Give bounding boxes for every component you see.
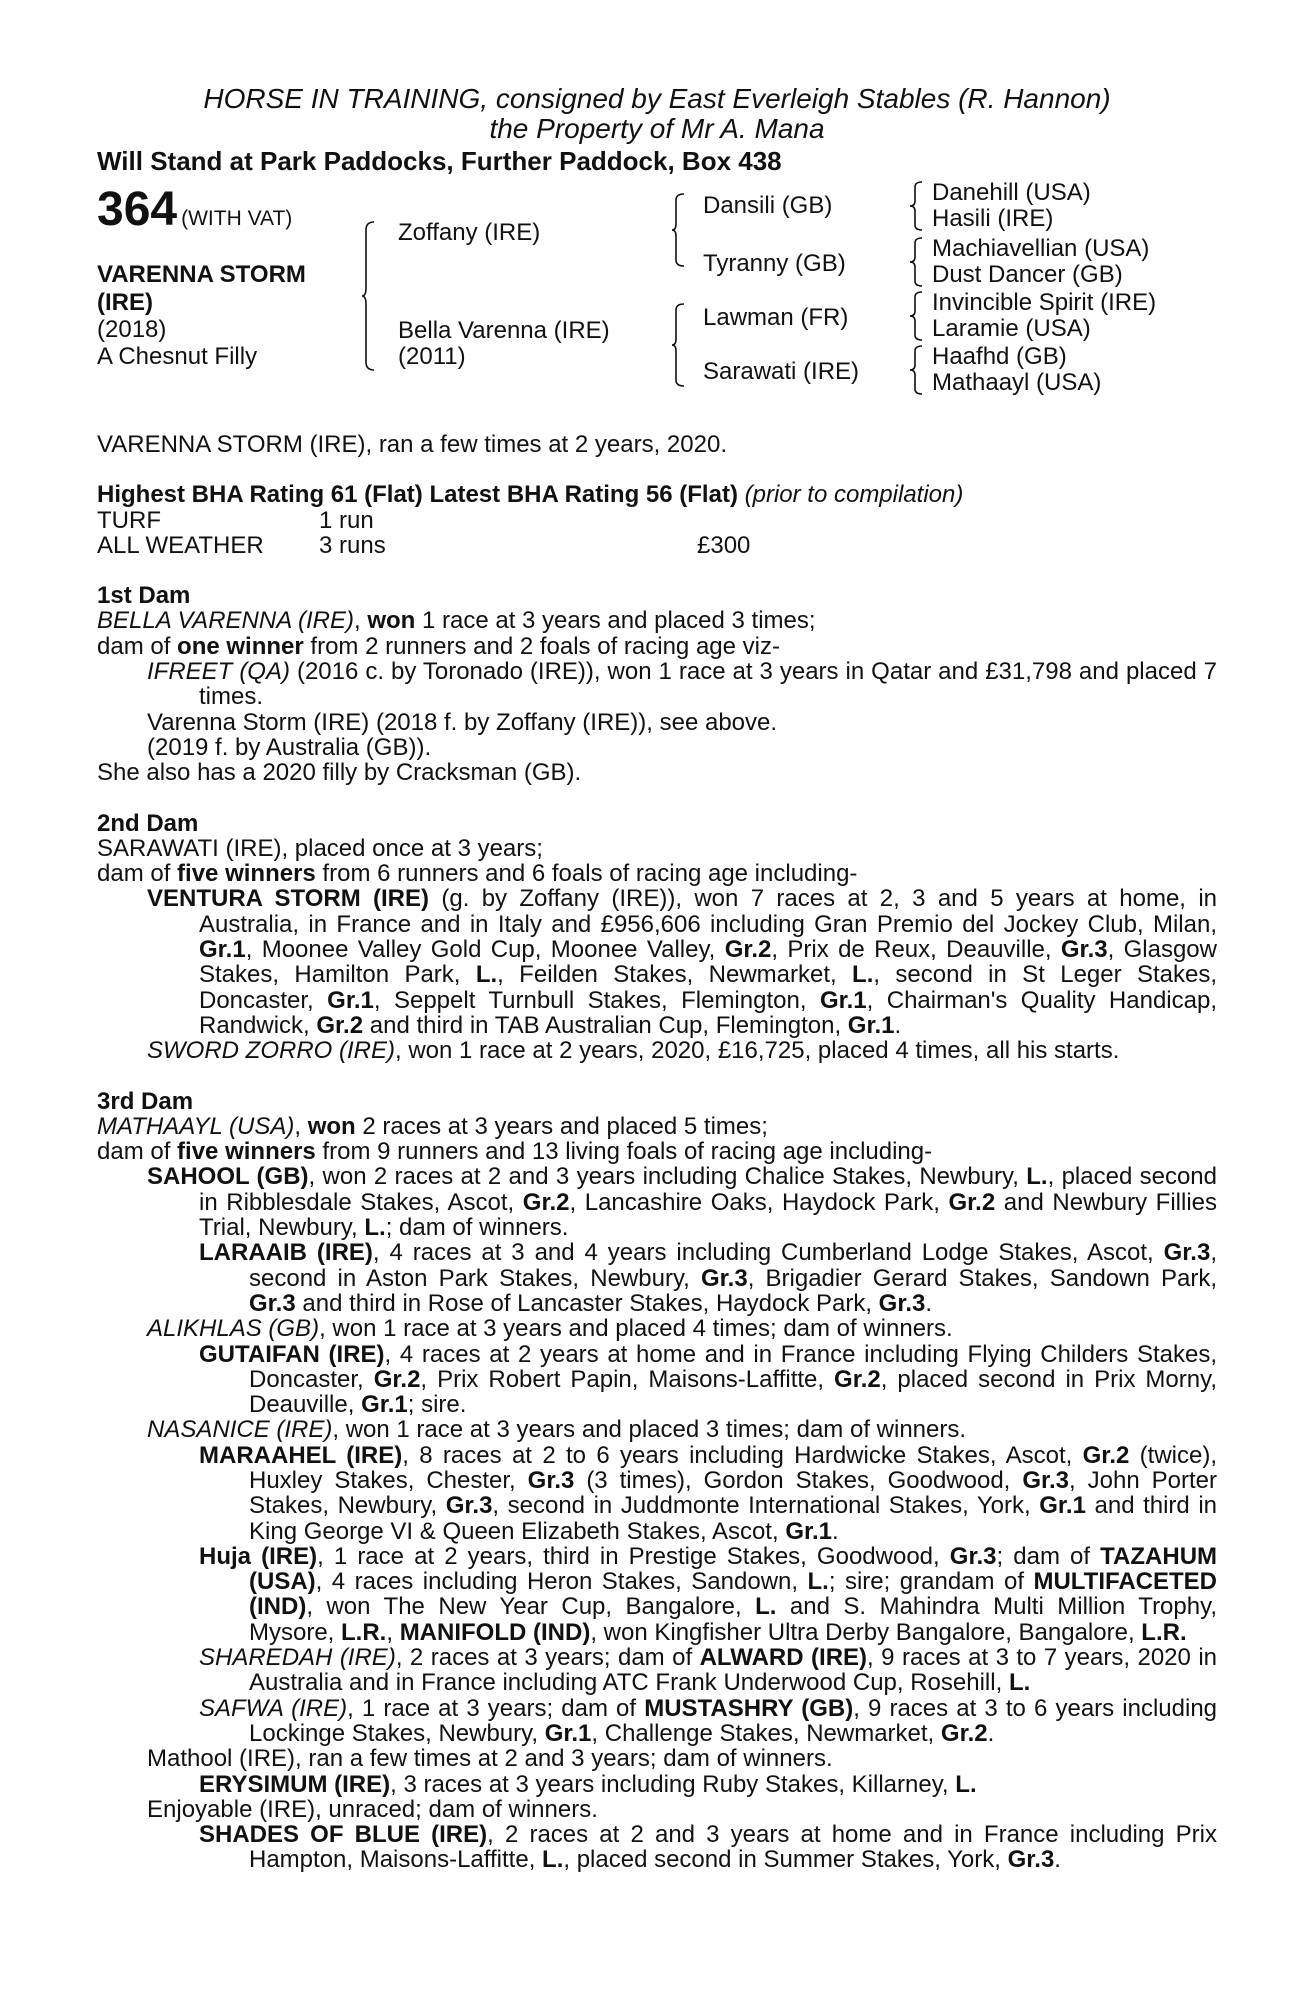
dam3-gutaifan	[97, 1342, 1217, 1418]
text-run: LARAAIB (IRE)	[199, 1239, 373, 1267]
pedigree-dam-year: (2011)	[398, 343, 466, 370]
text-run: Gr.3	[701, 1264, 748, 1292]
text-run: Gr.1	[361, 1391, 408, 1419]
pedigree-g4: Dust Dancer (GB)	[932, 261, 1123, 288]
text-run: ; dam of winners.	[385, 1214, 569, 1242]
dam3-heading: 3rd Dam	[97, 1087, 194, 1115]
text-run: (2016 c. by Toronado (IRE)), won 1 race at 3 years in Qatar and £31,798 and placed 7 times.	[199, 658, 1217, 711]
horse-description: A Chesnut Filly	[97, 343, 258, 370]
text-run: , Seppelt Turnbull Stakes, Flemington,	[373, 986, 820, 1014]
text-run: Gr.3	[249, 1289, 296, 1317]
text-run: NASANICE (IRE)	[147, 1416, 333, 1444]
record-surface: TURF	[97, 506, 161, 534]
text-run: MULTIFACETED (IND)	[249, 1568, 1218, 1621]
text-run: L.	[755, 1593, 777, 1621]
text-run: , 3 races at 3 years including Ruby Stakes, Killarney,	[390, 1770, 956, 1798]
dam2-ventura-storm	[97, 886, 1217, 1038]
dam3-nasanice	[97, 1417, 1217, 1442]
text-run: ,	[294, 1112, 308, 1140]
text-run: IFREET (QA)	[147, 658, 290, 686]
text-run: dam of	[97, 860, 178, 888]
text-run: , won Kingfisher Ultra Derby Bangalore, Bangalore,	[590, 1618, 1142, 1646]
text-run: ALIKHLAS (GB)	[147, 1315, 320, 1343]
text-run: , Feilden Stakes, Newmarket,	[497, 961, 853, 989]
text-run: L.	[807, 1568, 829, 1596]
text-run: , second in Aston Park Stakes, Newbury,	[249, 1239, 1217, 1292]
dam1-line	[97, 608, 1217, 633]
text-run: , 8 races at 2 to 6 years including Hardwicke Stakes, Ascot,	[402, 1441, 1083, 1469]
text-run: , Prix de Reux, Deauville,	[771, 936, 1061, 964]
text-run: , 1 race at 2 years, third in Prestige Stakes, Goodwood,	[317, 1542, 950, 1570]
text-run: MATHAAYL (USA)	[97, 1112, 295, 1140]
text-run: BELLA VARENNA (IRE)	[97, 607, 354, 635]
record-surface: ALL WEATHER	[97, 531, 264, 559]
pedigree-g5: Invincible Spirit (IRE)	[932, 289, 1157, 316]
text-run: five winners	[177, 860, 316, 888]
text-run: Gr.1	[327, 986, 374, 1014]
dam1-produce-2: Varenna Storm (IRE) (2018 f. by Zoffany (IRE)), see above.	[147, 708, 778, 736]
text-run: , placed second in Prix Morny, Deauville,	[249, 1365, 1217, 1419]
pedigree-dam: Bella Varenna (IRE)	[398, 317, 610, 344]
text-run: Gr.3	[949, 1542, 997, 1570]
text-run: SAFWA (IRE)	[199, 1694, 348, 1722]
dam3-sahool	[97, 1164, 1217, 1240]
dam1-produce-3: (2019 f. by Australia (GB)).	[147, 733, 432, 761]
lot-number-value: 364	[97, 183, 178, 236]
text-run: MANIFOLD (IND)	[399, 1618, 591, 1646]
text-run: and S. Mahindra Multi Million Trophy, Mysore,	[249, 1593, 1217, 1646]
text-run: Gr.3	[527, 1466, 575, 1494]
text-run: .	[1054, 1846, 1061, 1874]
dam3-alikhlas	[97, 1316, 1217, 1341]
text-run: , Glasgow Stakes, Hamilton Park,	[199, 936, 1217, 989]
text-run: Gr.2	[940, 1719, 988, 1747]
dam3-mathool: Mathool (IRE), ran a few times at 2 and 3 years; dam of winners.	[147, 1745, 833, 1773]
text-run: , 4 races including Heron Stakes, Sandown,	[315, 1568, 808, 1596]
text-run: Gr.1	[199, 936, 246, 964]
text-run: , won 1 race at 3 years and placed 3 times; dam of winners.	[332, 1416, 967, 1444]
rating-line	[97, 482, 1217, 507]
pedigree-brace-g3	[910, 290, 926, 342]
pedigree-g8: Mathaayl (USA)	[932, 369, 1102, 396]
record-runs: 3 runs	[319, 531, 386, 559]
text-run: SHAREDAH (IRE)	[199, 1644, 396, 1672]
text-run: , won 1 race at 2 years, 2020, £16,725, placed 4 times, all his starts.	[394, 1037, 1120, 1065]
text-run: SHADES OF BLUE (IRE)	[199, 1821, 488, 1849]
dam3-line	[97, 1114, 1217, 1139]
text-run: and Newbury Fillies Trial, Newbury,	[199, 1188, 1217, 1242]
text-run: (3 times), Gordon Stakes, Goodwood,	[574, 1466, 1023, 1494]
text-run: Gr.2	[316, 1011, 364, 1039]
text-run: and third in King George VI & Queen Elizabeth Stakes, Ascot,	[249, 1492, 1218, 1545]
dam3-maraahel	[97, 1443, 1217, 1544]
text-run: Gr.1	[785, 1517, 833, 1545]
text-run: L.	[364, 1214, 386, 1242]
text-run: , Brigadier Gerard Stakes, Sandown Park,	[747, 1264, 1217, 1292]
text-run: Gr.2	[373, 1365, 421, 1393]
text-run: , 4 races at 3 and 4 years including Cumberland Lodge Stakes, Ascot,	[372, 1239, 1164, 1267]
dam1-produce-1	[97, 659, 1217, 710]
dam2-produce	[97, 861, 1217, 886]
pedigree-dam-dam: Sarawati (IRE)	[703, 358, 860, 385]
pedigree-brace-g1	[910, 180, 926, 232]
text-run: L.	[1008, 1669, 1031, 1697]
pedigree-g6: Laramie (USA)	[932, 315, 1091, 342]
text-run: won	[307, 1112, 356, 1140]
lot-number	[97, 183, 293, 243]
text-run: (twice), Huxley Stakes, Chester,	[249, 1441, 1218, 1494]
pedigree-g7: Haafhd (GB)	[932, 343, 1067, 370]
text-run: ; sire; grandam of	[828, 1568, 1034, 1596]
horse-name: VARENNA STORM	[97, 261, 306, 288]
pedigree-dam-sire: Lawman (FR)	[703, 304, 849, 331]
catalogue-body	[97, 432, 1217, 1873]
dam1-heading: 1st Dam	[97, 582, 191, 610]
vat-note: (WITH VAT)	[181, 207, 293, 230]
text-run: Gr.3	[878, 1289, 926, 1317]
pedigree-brace-g4	[910, 344, 926, 396]
text-run: and third in Rose of Lancaster Stakes, Haydock Park,	[295, 1289, 879, 1317]
consignor-line: HORSE IN TRAINING, consigned by East Everleigh Stables (R. Hannon)	[203, 83, 1111, 114]
text-run: Gr.3	[1163, 1239, 1211, 1267]
text-run: , 9 races at 3 to 7 years, 2020 in Australia and in France including ATC Frank Underwood Cup, Rosehill,	[249, 1644, 1218, 1697]
text-run: , Prix Robert Papin, Maisons-Laffitte,	[420, 1365, 835, 1393]
record-runs: 1 run	[319, 506, 374, 534]
pedigree-brace-g2	[910, 236, 926, 288]
text-run: , 2 races at 3 years; dam of	[395, 1644, 700, 1672]
pedigree-sire: Zoffany (IRE)	[398, 219, 541, 246]
text-run: ,	[386, 1618, 400, 1646]
text-run: L.R.	[341, 1618, 387, 1646]
dam3-sharedah	[97, 1645, 1217, 1696]
text-run: , Chairman's Quality Handicap, Randwick,	[199, 986, 1218, 1039]
text-run: Gr.1	[1039, 1492, 1086, 1520]
pedigree-brace-main	[362, 220, 378, 372]
dam1-produce	[97, 634, 1217, 659]
text-run: Huja (IRE)	[199, 1542, 318, 1570]
text-run: Gr.3	[1022, 1466, 1070, 1494]
dam1-also: She also has a 2020 filly by Cracksman (GB).	[97, 759, 582, 787]
text-run: MUSTASHRY (GB)	[644, 1694, 854, 1722]
text-run: , second in Juddmonte International Stakes, York,	[492, 1492, 1040, 1520]
text-run: L.	[852, 961, 874, 989]
dam2-heading: 2nd Dam	[97, 809, 199, 837]
pedigree-brace-dam	[672, 302, 688, 388]
record-row-turf	[97, 508, 1217, 533]
pedigree-g2: Hasili (IRE)	[932, 205, 1054, 232]
dam3-produce	[97, 1139, 1217, 1164]
owner-line: the Property of Mr A. Mana	[489, 113, 825, 144]
rating-note: (prior to compilation)	[744, 481, 964, 509]
dam3-erysimum	[97, 1772, 1217, 1797]
pedigree-brace-sire	[672, 192, 688, 268]
text-run: Gr.2	[834, 1365, 881, 1393]
text-run: L.	[475, 961, 498, 989]
text-run: and third in TAB Australian Cup, Flemington,	[363, 1011, 848, 1039]
text-run: TAZAHUM (USA)	[249, 1542, 1218, 1596]
text-run: SAHOOL (GB)	[147, 1163, 309, 1191]
text-run: dam of	[97, 632, 178, 660]
text-run: ; sire.	[407, 1391, 467, 1419]
horse-name-suffix: (IRE)	[97, 289, 153, 316]
text-run: L.	[1026, 1163, 1048, 1191]
text-run: Gr.2	[522, 1188, 570, 1216]
text-run: .	[832, 1517, 839, 1545]
text-run: Gr.2	[1082, 1441, 1130, 1469]
text-run: MARAAHEL (IRE)	[199, 1441, 403, 1469]
dam3-safwa	[97, 1696, 1217, 1747]
text-run: Gr.3	[1060, 936, 1108, 964]
text-run: ,	[353, 607, 368, 635]
text-run: 1 race at 3 years and placed 3 times;	[415, 607, 816, 635]
dam2-line: SARAWATI (IRE), placed once at 3 years;	[97, 834, 543, 862]
text-run: , placed second in Ribblesdale Stakes, Ascot,	[199, 1163, 1217, 1216]
record-row-aw	[97, 533, 1217, 558]
horse-year: (2018)	[97, 316, 167, 343]
text-run: Gr.3	[1007, 1846, 1055, 1874]
text-run: , 2 races at 2 and 3 years at home and in France including Prix Hampton, Maisons-Laffitte,	[249, 1821, 1217, 1874]
record-prize: £300	[697, 531, 751, 559]
text-run: , 4 races at 2 years at home and in France including Flying Childers Stakes, Doncaster,	[249, 1340, 1217, 1393]
text-run: 2 races at 3 years and placed 5 times;	[355, 1112, 768, 1140]
text-run: , Challenge Stakes, Newmarket,	[591, 1719, 941, 1747]
text-run: Gr.1	[544, 1719, 592, 1747]
text-run: Gr.1	[847, 1011, 895, 1039]
text-run: Gr.3	[445, 1492, 493, 1520]
text-run: Gr.2	[724, 936, 772, 964]
text-run: GUTAIFAN (IRE)	[199, 1340, 385, 1368]
text-run: Gr.2	[948, 1188, 996, 1216]
text-run: one winner	[177, 632, 304, 660]
text-run: dam of	[97, 1138, 178, 1166]
dam3-huja	[97, 1544, 1217, 1645]
text-run: SWORD ZORRO (IRE)	[147, 1037, 395, 1065]
race-summary: VARENNA STORM (IRE), ran a few times at 2 years, 2020.	[97, 431, 727, 458]
dam3-laraaib	[97, 1240, 1217, 1316]
text-run: , John Porter Stakes, Newbury,	[249, 1466, 1218, 1520]
text-run: , 9 races at 3 to 6 years including Lockinge Stakes, Newbury,	[249, 1694, 1218, 1747]
text-run: ; dam of	[996, 1542, 1101, 1570]
text-run: , 1 race at 3 years; dam of	[347, 1694, 645, 1722]
dam3-shades-of-blue	[97, 1822, 1217, 1873]
text-run: from 2 runners and 2 foals of racing age viz-	[303, 632, 780, 660]
pedigree-g3: Machiavellian (USA)	[932, 235, 1150, 262]
text-run: .	[925, 1289, 933, 1317]
text-run: , placed second in Summer Stakes, York,	[563, 1846, 1008, 1874]
pedigree-sire-sire: Dansili (GB)	[703, 192, 833, 219]
text-run: ERYSIMUM (IRE)	[199, 1770, 391, 1798]
text-run: Gr.1	[819, 986, 867, 1014]
rating-text: Highest BHA Rating 61 (Flat) Latest BHA Rating 56 (Flat)	[97, 481, 738, 509]
pedigree-g1: Danehill (USA)	[932, 179, 1091, 206]
text-run: , Moonee Valley Gold Cup, Moonee Valley,	[245, 936, 725, 964]
dam2-sword-zorro	[97, 1038, 1217, 1063]
pedigree-sire-dam: Tyranny (GB)	[703, 250, 846, 277]
text-run: .	[894, 1011, 902, 1039]
text-run: L.	[955, 1770, 977, 1798]
text-run: , won The New Year Cup, Bangalore,	[306, 1593, 756, 1621]
text-run: L.	[542, 1846, 564, 1874]
stand-location: Will Stand at Park Paddocks, Further Paddock, Box 438	[97, 146, 782, 176]
dam3-enjoyable: Enjoyable (IRE), unraced; dam of winners.	[147, 1795, 598, 1823]
text-run: ALWARD (IRE)	[699, 1644, 868, 1672]
text-run: VENTURA STORM (IRE)	[147, 885, 430, 913]
text-run: from 9 runners and 13 living foals of racing age including-	[315, 1138, 933, 1166]
text-run: , Lancashire Oaks, Haydock Park,	[569, 1188, 949, 1216]
text-run: , won 1 race at 3 years and placed 4 times; dam of winners.	[319, 1315, 953, 1343]
text-run: (g. by Zoffany (IRE)), won 7 races at 2, 3 and 5 years at home, in Australia, in France and in Italy and £956,606 including Gran Premio del Jockey Club, Milan,	[199, 885, 1217, 938]
text-run: L.R.	[1141, 1618, 1187, 1646]
text-run: from 6 runners and 6 foals of racing age including-	[315, 860, 858, 888]
text-run: five winners	[177, 1138, 316, 1166]
text-run: , won 2 races at 2 and 3 years including Chalice Stakes, Newbury,	[308, 1163, 1027, 1191]
text-run: won	[367, 607, 416, 635]
text-run: .	[987, 1719, 995, 1747]
text-run: , second in St Leger Stakes, Doncaster,	[199, 961, 1217, 1014]
